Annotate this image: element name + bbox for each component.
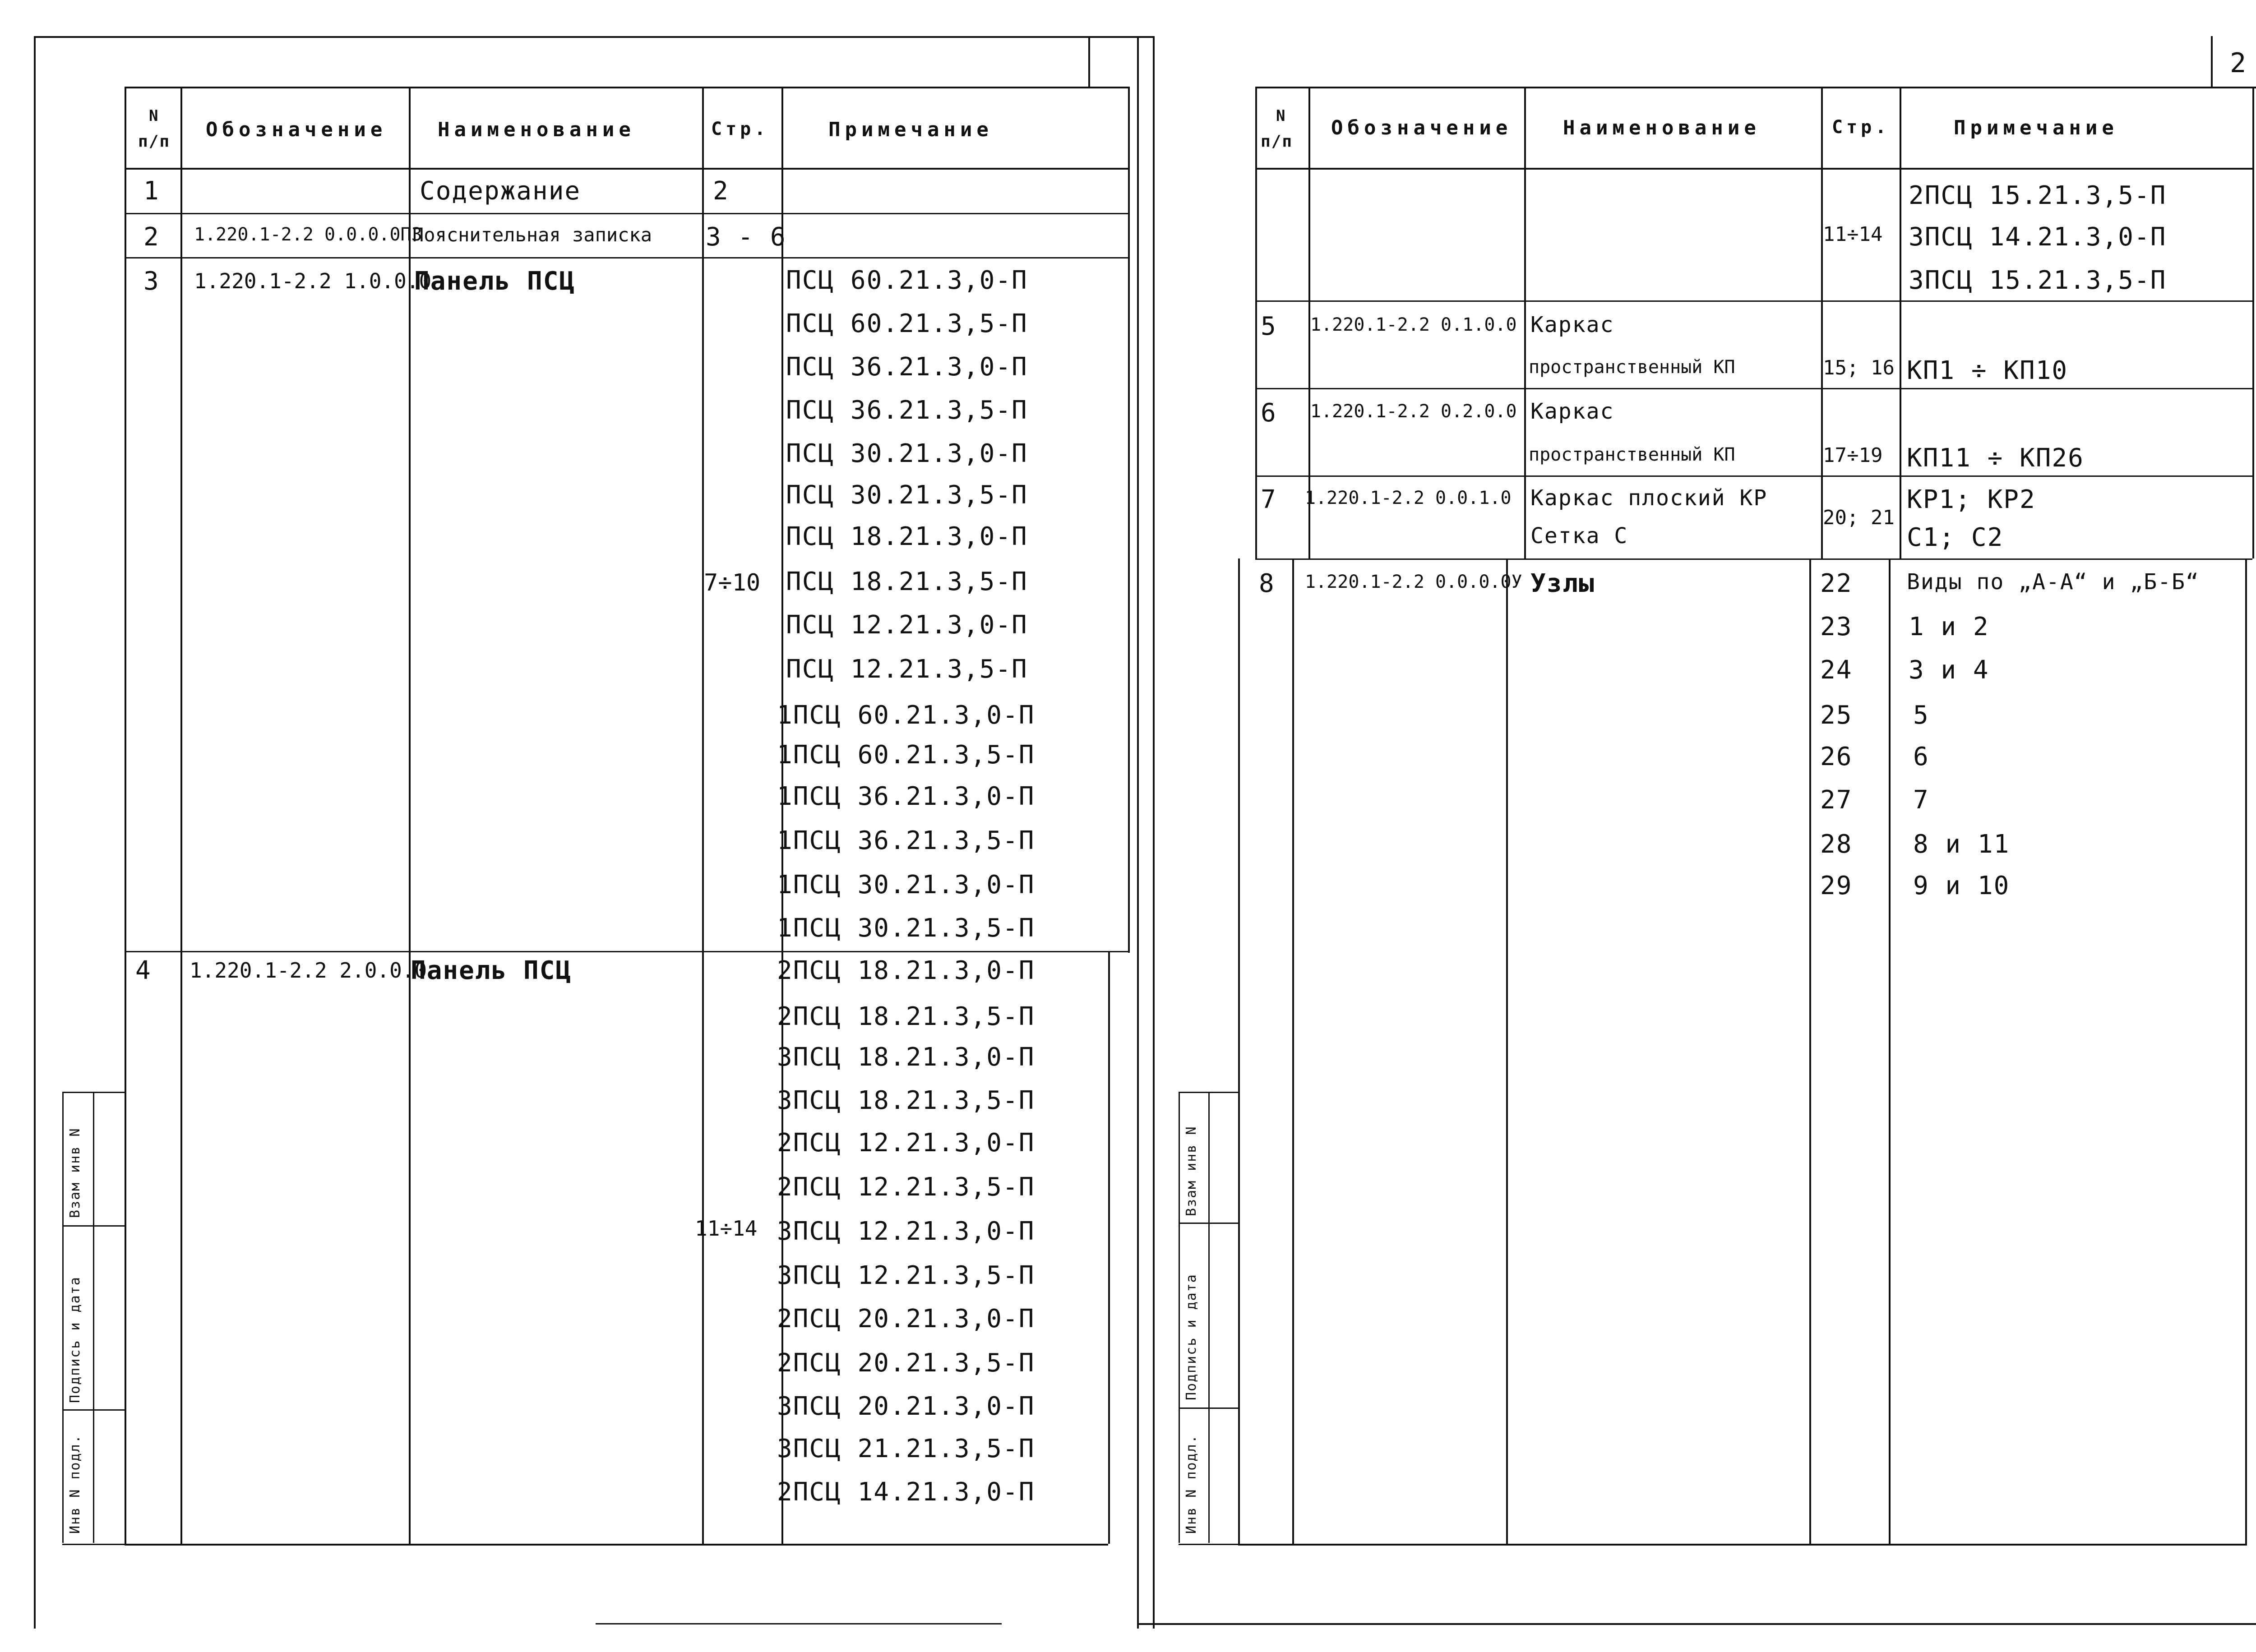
left-col-line xyxy=(1108,951,1110,1544)
note-line: ПСЦ 12.21.3,0-П xyxy=(786,610,1028,640)
note-line: 2ПСЦ 14.21.3,0-П xyxy=(777,1477,1035,1507)
note-line: 2ПСЦ 12.21.3,0-П xyxy=(777,1128,1035,1158)
left-row-name: Панель ПСЦ xyxy=(414,267,576,296)
note-line: 5 xyxy=(1913,701,1929,730)
right-row-name: Каркас плоский КР xyxy=(1530,485,1768,511)
sheet-bottom-edge xyxy=(596,1623,1002,1624)
right-row-designation: 1.220.1-2.2 0.0.0.0У xyxy=(1305,572,1522,592)
right-col-line xyxy=(2252,87,2254,558)
right-header-designation: Обозначение xyxy=(1331,116,1512,139)
note-line: 2ПСЦ 18.21.3,0-П xyxy=(777,956,1035,985)
right-row-num: 7 xyxy=(1261,485,1277,514)
right-col-line xyxy=(1809,558,1811,1544)
stamp-line xyxy=(62,1092,125,1093)
stamp-line xyxy=(1179,1407,1238,1409)
left-col-line xyxy=(702,87,704,1544)
left-row-designation: 1.220.1-2.2 2.0.0.0 xyxy=(190,958,427,983)
right-col-line xyxy=(1238,558,1240,1544)
left-row-num: 2 xyxy=(143,222,160,252)
stamp-line xyxy=(62,1225,125,1227)
stamp-line xyxy=(1208,1092,1210,1543)
right-row-designation: 1.220.1-2.2 0.2.0.0 xyxy=(1310,401,1517,422)
note-line: 3ПСЦ 20.21.3,0-П xyxy=(777,1392,1035,1421)
note-line: ПСЦ 30.21.3,0-П xyxy=(786,439,1028,468)
right-row-divider xyxy=(1255,475,2252,477)
right-header-name: Наименование xyxy=(1563,116,1761,139)
left-row-num: 3 xyxy=(143,267,160,296)
note-line: 1ПСЦ 60.21.3,5-П xyxy=(777,740,1035,770)
note-line: 2ПСЦ 12.21.3,5-П xyxy=(777,1172,1035,1202)
note-line: Виды по „А-А“ и „Б-Б“ xyxy=(1907,569,2200,595)
page-line: 22 xyxy=(1820,569,1853,598)
left-row-page: 11÷14 xyxy=(695,1216,758,1241)
left-row-designation: 1.220.1-2.2 0.0.0.0ПЗ xyxy=(194,224,422,245)
left-row-divider xyxy=(125,257,1128,258)
stamp-line xyxy=(1179,1092,1238,1093)
note-line: 1ПСЦ 36.21.3,0-П xyxy=(777,782,1035,811)
note-line: ПСЦ 36.21.3,0-П xyxy=(786,352,1028,382)
stamp-label: Взам инв N xyxy=(1183,1126,1199,1216)
left-col-line xyxy=(125,87,126,1544)
left-row-page: 3 - 6 xyxy=(706,222,786,252)
right-header-num: N xyxy=(1276,107,1289,125)
note-line: 2ПСЦ 20.21.3,5-П xyxy=(777,1348,1035,1378)
right-col-line xyxy=(1292,558,1294,1544)
right-row-divider xyxy=(1255,558,2252,560)
note-line: 1ПСЦ 36.21.3,5-П xyxy=(777,826,1035,855)
page-line: 23 xyxy=(1820,612,1853,641)
note-line: 9 и 10 xyxy=(1913,871,2010,900)
stamp-line xyxy=(1179,1092,1180,1543)
stamp-line xyxy=(62,1092,64,1543)
note-line: ПСЦ 12.21.3,5-П xyxy=(786,655,1028,684)
right-header-num: п/п xyxy=(1261,132,1293,151)
note-line: 1ПСЦ 30.21.3,5-П xyxy=(777,914,1035,943)
sheet-bottom-edge xyxy=(1137,1623,2256,1625)
note-line: 2ПСЦ 20.21.3,0-П xyxy=(777,1304,1035,1334)
right-col-line xyxy=(1255,87,1257,558)
note-line: ПСЦ 36.21.3,5-П xyxy=(786,396,1028,425)
sheet-divider xyxy=(1137,36,1139,1629)
note-line: 1ПСЦ 60.21.3,0-П xyxy=(777,701,1035,730)
right-row-designation: 1.220.1-2.2 0.0.1.0 xyxy=(1305,488,1512,508)
stamp-line xyxy=(62,1544,125,1545)
stamp-label: Взам инв N xyxy=(67,1127,83,1218)
page-number-box xyxy=(2211,36,2213,87)
right-continuation-page: 11÷14 xyxy=(1823,223,1883,246)
right-row-divider xyxy=(1255,388,2252,389)
note-line: 3ПСЦ 15.21.3,5-П xyxy=(1909,266,2167,295)
note-line: 3ПСЦ 12.21.3,5-П xyxy=(777,1261,1035,1290)
right-row-page: 17÷19 xyxy=(1823,444,1883,467)
left-row-num: 1 xyxy=(143,176,160,206)
right-header-note: Примечание xyxy=(1954,116,2118,139)
left-col-line xyxy=(409,87,411,1544)
note-line: 8 и 11 xyxy=(1913,830,2010,859)
stamp-label: Подпись и дата xyxy=(1183,1274,1199,1400)
note-line: 3ПСЦ 18.21.3,5-П xyxy=(777,1086,1035,1115)
page-line: 25 xyxy=(1820,701,1853,730)
left-row-page: 2 xyxy=(713,176,729,206)
left-row-name: Содержание xyxy=(420,176,581,206)
left-row-divider xyxy=(125,213,1128,214)
right-row-page: 15; 16 xyxy=(1823,356,1895,379)
sheet-top-edge xyxy=(34,36,1153,38)
right-row-name: Каркас xyxy=(1530,399,1614,424)
left-header-note: Примечание xyxy=(828,118,993,141)
note-line: 3ПСЦ 18.21.3,0-П xyxy=(777,1043,1035,1072)
left-header-designation: Обозначение xyxy=(206,118,387,141)
right-col-line xyxy=(1900,87,1901,558)
right-row-designation: 1.220.1-2.2 0.1.0.0 xyxy=(1310,314,1517,335)
left-header-num: п/п xyxy=(138,132,171,151)
left-header-page: Стр. xyxy=(711,119,769,139)
stamp-label: Инв N подл. xyxy=(67,1434,83,1534)
right-row-name: пространственный КП xyxy=(1529,357,1735,378)
left-col-line xyxy=(1128,87,1130,953)
note-line: 7 xyxy=(1913,785,1929,815)
left-row-num: 4 xyxy=(135,956,152,985)
sheet-left-edge xyxy=(34,36,36,1629)
right-row-name: пространственный КП xyxy=(1529,444,1735,465)
right-row-page: 20; 21 xyxy=(1823,506,1895,529)
left-row-name: Панель ПСЦ xyxy=(411,956,572,985)
right-row-name: Узлы xyxy=(1530,569,1595,598)
right-row-name: Каркас xyxy=(1530,312,1614,337)
stamp-label: Инв N подл. xyxy=(1183,1434,1199,1534)
right-col-line xyxy=(1506,558,1508,1544)
left-row-name: Пояснительная записка xyxy=(412,224,652,246)
right-col-line xyxy=(2245,558,2247,1544)
note-line: КР1; КР2 xyxy=(1907,485,2036,514)
sheet-fold-mark xyxy=(1088,36,1090,87)
left-row-designation: 1.220.1-2.2 1.0.0.0 xyxy=(194,269,432,293)
right-table-top xyxy=(1255,87,2256,88)
right-col-line xyxy=(1821,87,1823,558)
note-line: 3ПСЦ 14.21.3,0-П xyxy=(1909,222,2167,252)
note-line: 3ПСЦ 12.21.3,0-П xyxy=(777,1217,1035,1246)
note-line: ПСЦ 60.21.3,5-П xyxy=(786,309,1028,338)
page-number: 2 xyxy=(2230,47,2247,79)
note-line: ПСЦ 18.21.3,0-П xyxy=(786,522,1028,551)
right-table-bottom xyxy=(1238,1544,2247,1546)
left-table-bottom xyxy=(125,1544,1108,1546)
note-line: 3ПСЦ 21.21.3,5-П xyxy=(777,1434,1035,1463)
note-line: 3 и 4 xyxy=(1909,655,1989,685)
note-line: КП1 ÷ КП10 xyxy=(1907,356,2068,385)
left-row-page: 7÷10 xyxy=(704,569,761,596)
stamp-line xyxy=(93,1092,94,1543)
stamp-line xyxy=(1179,1223,1238,1224)
right-col-line xyxy=(1524,87,1526,558)
left-header-name: Наименование xyxy=(438,118,635,141)
right-header-bottom xyxy=(1255,168,2252,170)
note-line: 6 xyxy=(1913,742,1929,771)
note-line: 2ПСЦ 15.21.3,5-П xyxy=(1909,181,2167,210)
note-line: ПСЦ 60.21.3,0-П xyxy=(786,266,1028,295)
note-line: ПСЦ 18.21.3,5-П xyxy=(786,567,1028,596)
left-header-num: N xyxy=(149,107,162,125)
right-row-divider xyxy=(1255,300,2252,302)
left-header-bottom xyxy=(125,168,1128,170)
page-line: 26 xyxy=(1820,742,1853,771)
right-row-name: Сетка С xyxy=(1530,523,1628,549)
note-line: 1 и 2 xyxy=(1909,612,1989,641)
page-line: 28 xyxy=(1820,830,1853,859)
right-row-num: 8 xyxy=(1259,569,1275,598)
left-row-divider xyxy=(125,951,1128,952)
page-line: 27 xyxy=(1820,785,1853,815)
stamp-label: Подпись и дата xyxy=(67,1276,83,1403)
sheet-left-edge xyxy=(1153,36,1155,1629)
left-col-line xyxy=(180,87,182,1544)
left-table-top xyxy=(125,87,1128,88)
right-row-num: 5 xyxy=(1261,312,1277,341)
stamp-line xyxy=(1179,1544,1238,1545)
page-line: 24 xyxy=(1820,655,1853,685)
note-line: С1; С2 xyxy=(1907,523,2004,552)
note-line: ПСЦ 30.21.3,5-П xyxy=(786,480,1028,510)
page-line: 29 xyxy=(1820,871,1853,900)
right-col-line xyxy=(1889,558,1891,1544)
note-line: 1ПСЦ 30.21.3,0-П xyxy=(777,870,1035,900)
right-row-num: 6 xyxy=(1261,398,1277,428)
stamp-line xyxy=(62,1409,125,1411)
note-line: КП11 ÷ КП26 xyxy=(1907,443,2084,473)
right-header-page: Стр. xyxy=(1832,117,1890,138)
note-line: 2ПСЦ 18.21.3,5-П xyxy=(777,1002,1035,1031)
